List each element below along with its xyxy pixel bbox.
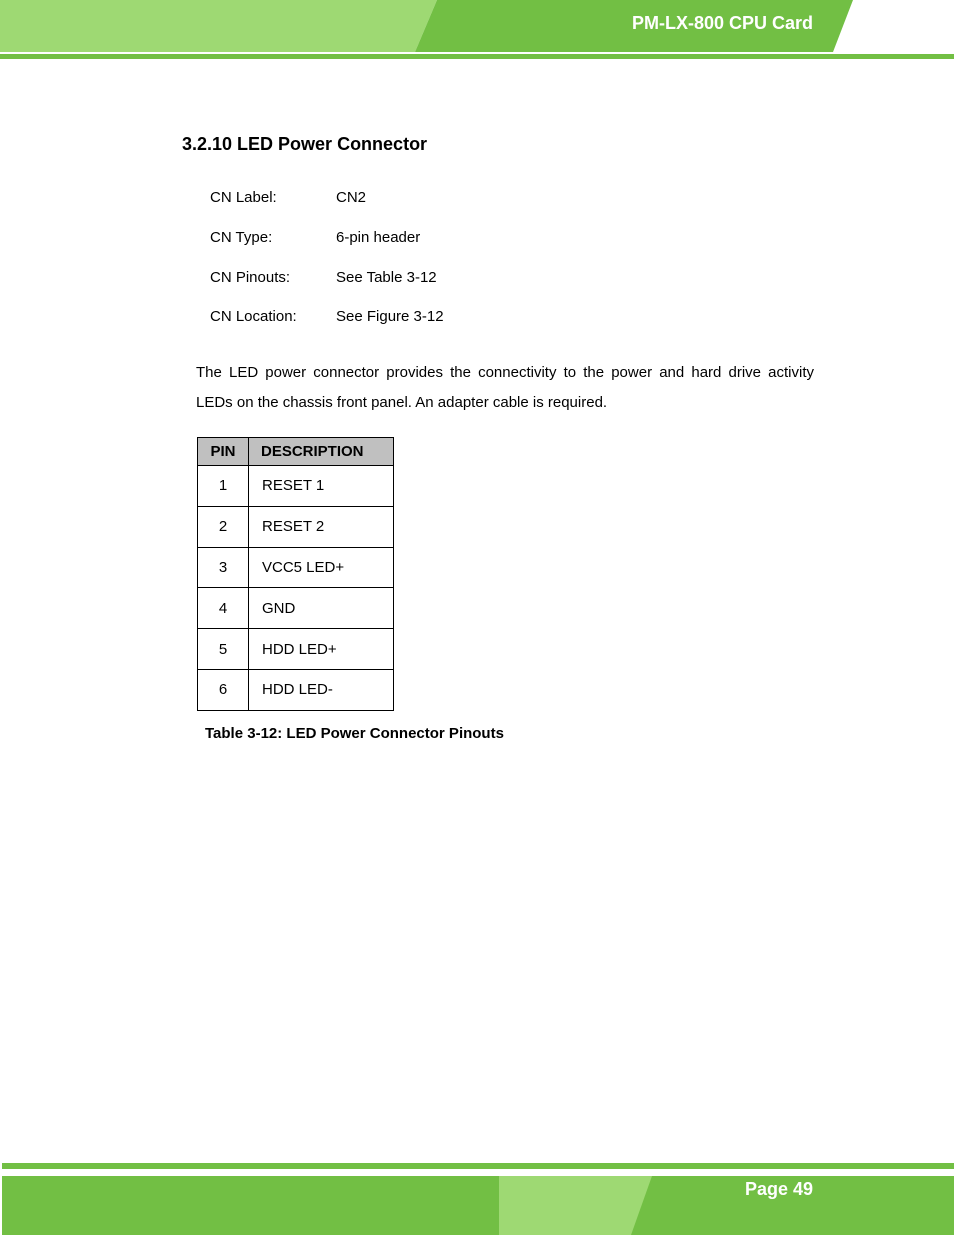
pinout-table xyxy=(197,437,394,711)
header-pin: PIN xyxy=(198,438,249,466)
pin-description: VCC5 LED+ xyxy=(249,547,394,588)
header-divider xyxy=(0,54,954,59)
table-header-row xyxy=(198,438,394,466)
page-number: Page 49 xyxy=(744,1179,813,1199)
info-label: CN Type: xyxy=(210,229,273,246)
header-title: PM-LX-800 CPU Card xyxy=(631,13,813,33)
pin-description: HDD LED+ xyxy=(249,629,394,670)
table-row xyxy=(198,506,394,547)
pin-number: 6 xyxy=(198,669,249,710)
table-row xyxy=(198,466,394,507)
pin-number: 4 xyxy=(198,588,249,629)
table-row xyxy=(198,547,394,588)
pin-description: RESET 1 xyxy=(249,466,394,507)
info-value: CN2 xyxy=(336,189,367,206)
info-value: See Figure 3-12 xyxy=(336,308,444,325)
table-row xyxy=(198,629,394,670)
footer-divider xyxy=(2,1163,954,1169)
pin-description: GND xyxy=(249,588,394,629)
pin-description: HDD LED- xyxy=(249,669,394,710)
info-value: See Table 3-12 xyxy=(336,269,437,286)
section-title: 3.2.10 LED Power Connector xyxy=(182,134,428,154)
pin-number: 2 xyxy=(198,506,249,547)
pin-number: 1 xyxy=(198,466,249,507)
pin-number: 5 xyxy=(198,629,249,670)
pin-number: 3 xyxy=(198,547,249,588)
info-label: CN Label: xyxy=(210,189,277,206)
table-caption: Table 3-12: LED Power Connector Pinouts xyxy=(205,725,504,742)
header-description: DESCRIPTION xyxy=(249,438,394,466)
table-row xyxy=(198,669,394,710)
table-row xyxy=(198,588,394,629)
info-value: 6-pin header xyxy=(336,229,421,246)
description-paragraph: The LED power connector provides the connectivity to the power and hard drive activity LEDs on the chassis front panel. An adapter cable is required. xyxy=(196,364,814,411)
pin-description: RESET 2 xyxy=(249,506,394,547)
info-label: CN Location: xyxy=(210,308,297,325)
info-label: CN Pinouts: xyxy=(210,269,291,286)
